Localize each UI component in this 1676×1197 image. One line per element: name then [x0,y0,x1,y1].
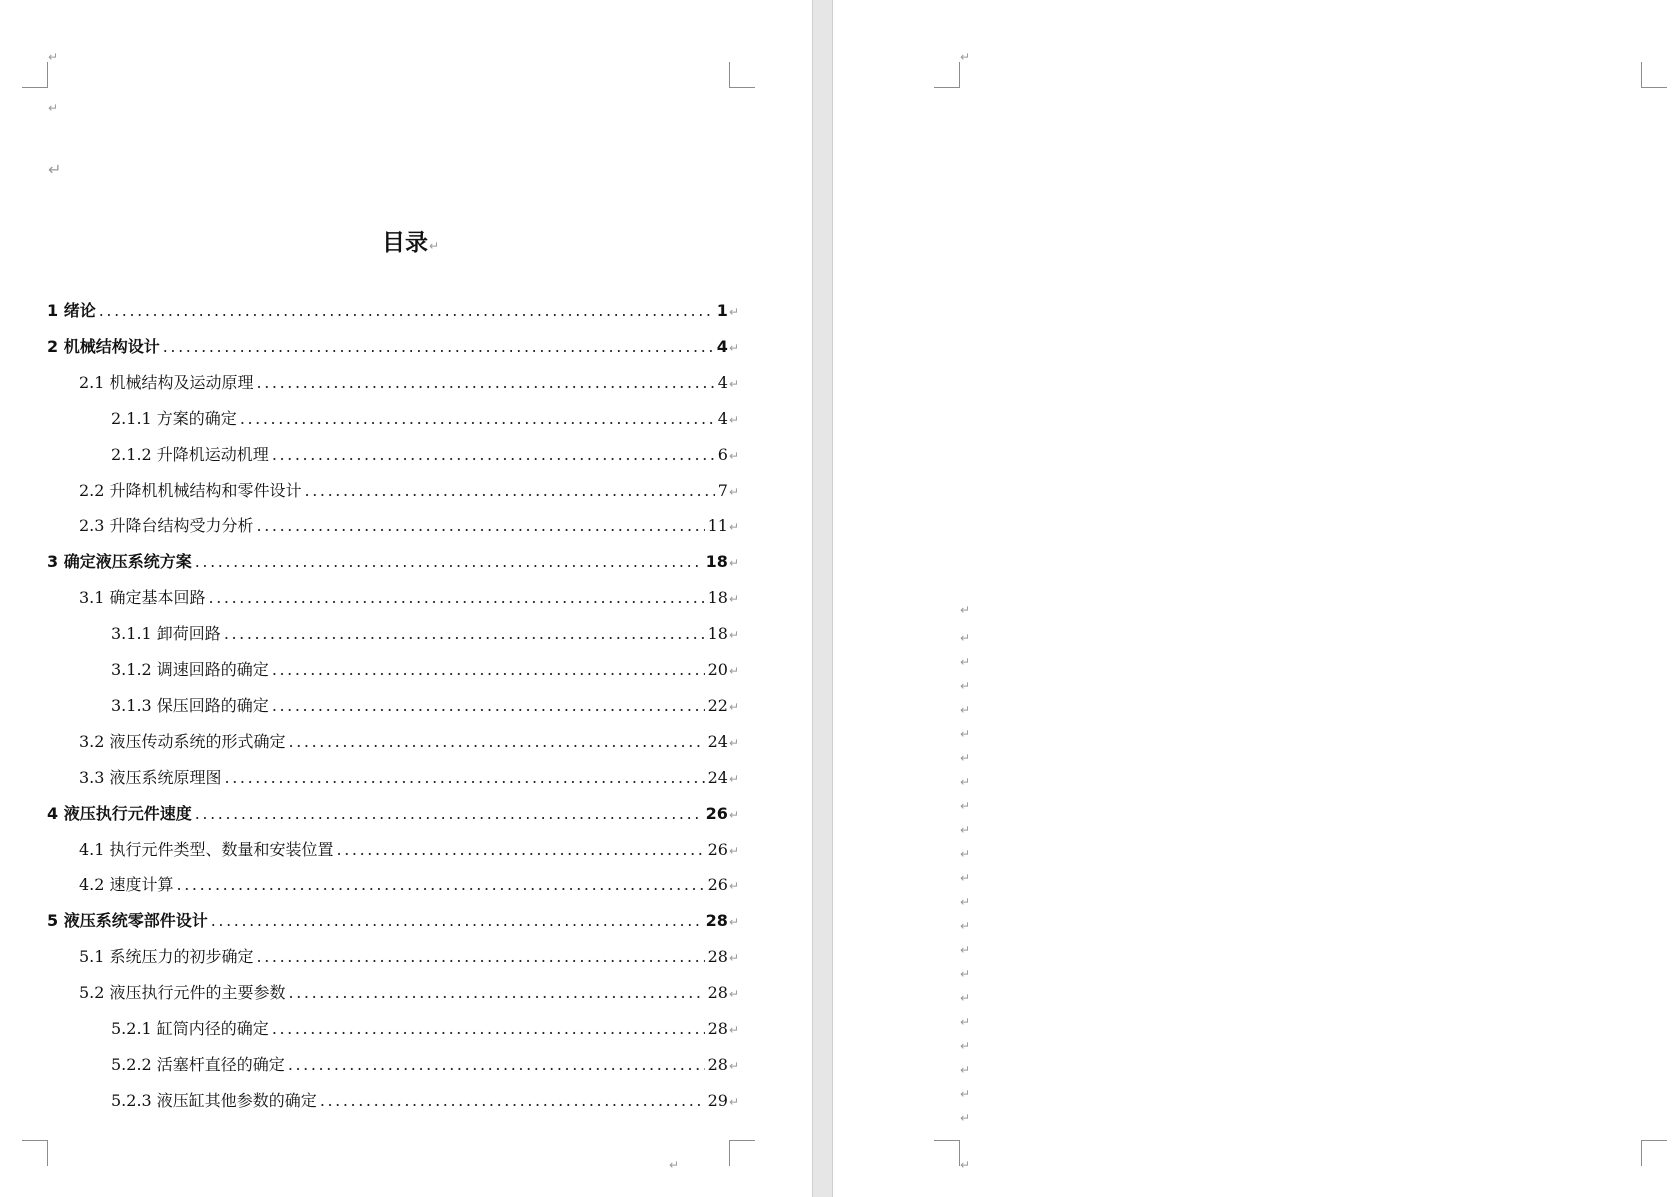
paragraph-mark: ↵ [728,305,739,319]
paragraph-mark: ↵ [960,847,971,861]
toc-entry-title: 2 机械结构设计 [47,336,160,356]
toc-dot-leader [289,732,705,752]
toc-dot-leader [224,624,705,644]
toc-dot-leader [257,947,705,967]
toc-dot-leader [209,588,705,608]
toc-entry-page-number: 24 [707,731,728,751]
toc-entry-title: 2.1.2 升降机运动机理 [111,444,269,464]
toc-entry-page-number: 28 [707,1054,728,1074]
paragraph-mark: ↵ [960,895,971,909]
paragraph-mark: ↵ [728,628,739,643]
toc-entry[interactable] [79,373,739,393]
toc-entry[interactable] [47,337,739,357]
toc-entry-page-number: 7 [717,480,728,500]
paragraph-mark: ↵ [960,703,971,717]
toc-entry-page-number: 28 [707,947,728,967]
paragraph-mark: ↵ [728,520,739,535]
paragraph-mark: ↵ [728,699,739,714]
paragraph-mark: ↵ [960,775,971,789]
toc-entry-title: 3 确定液压系统方案 [47,552,192,572]
toc-entry[interactable] [79,768,739,788]
paragraph-mark: ↵ [960,631,971,645]
toc-entry[interactable] [111,1091,739,1111]
paragraph-mark: ↵ [960,751,971,765]
paragraph-mark: ↵ [728,735,739,750]
paragraph-mark: ↵ [960,679,971,693]
paragraph-mark: ↵ [728,1058,739,1073]
paragraph-mark: ↵ [960,50,971,64]
toc-entry[interactable] [79,516,739,536]
paragraph-mark: ↵ [728,879,739,894]
paragraph-mark: ↵ [728,1094,739,1109]
toc-dot-leader [272,696,705,716]
toc-dot-leader [99,301,714,321]
toc-entry-title: 5.1 系统压力的初步确定 [79,947,254,967]
toc-entry-title: 3.2 液压传动系统的形式确定 [79,731,286,751]
toc-entry[interactable] [79,947,739,967]
paragraph-mark: ↵ [48,50,59,64]
toc-dot-leader [272,660,705,680]
paragraph-mark: ↵ [960,1158,971,1172]
margin-corner-top-right [729,62,755,88]
toc-entry-title: 2.2 升降机机械结构和零件设计 [79,480,302,500]
paragraph-mark: ↵ [960,943,971,957]
toc-entry-page-number: 26 [707,839,728,859]
toc-entry[interactable] [79,875,739,895]
toc-entry-title: 3.1.2 调速回路的确定 [111,660,269,679]
page-gap [812,0,833,1197]
toc-entry-page-number: 11 [707,516,728,536]
paragraph-mark: ↵ [48,160,62,179]
toc-entry-title: 5.2.2 活塞杆直径的确定 [111,1054,285,1074]
toc-entry[interactable] [47,552,739,572]
margin-corner-top-left [22,62,48,88]
toc-dot-leader [195,552,703,572]
toc-entry-title: 3.1 确定基本回路 [79,588,206,608]
toc-entry-title: 4 液压执行元件速度 [47,803,192,823]
paragraph-mark: ↵ [960,871,971,885]
paragraph-mark: ↵ [960,1039,971,1053]
toc-entry[interactable] [79,588,739,608]
toc-entry[interactable] [79,481,739,501]
paragraph-mark: ↵ [728,807,739,822]
paragraph-mark: ↵ [48,101,59,115]
toc-dot-leader [337,840,705,860]
paragraph-mark: ↵ [960,967,971,981]
toc-entry-page-number: 1 [716,301,728,320]
toc-dot-leader [225,768,705,788]
paragraph-mark: ↵ [960,1015,971,1029]
toc-title-text: 目录 [382,230,428,256]
paragraph-mark: ↵ [960,655,971,669]
margin-corner-bottom-right [1641,1140,1667,1166]
toc-entry-page-number: 6 [717,444,728,464]
paragraph-mark: ↵ [728,915,739,930]
toc-entry[interactable] [47,301,739,321]
toc-entry-title: 3.1.1 卸荷回路 [111,624,221,644]
toc-entry[interactable] [111,624,739,644]
toc-dot-leader [272,1019,705,1039]
toc-entry-page-number: 28 [705,911,728,931]
toc-entry-page-number: 4 [716,336,728,356]
toc-entry-page-number: 18 [707,624,728,644]
paragraph-mark: ↵ [960,919,971,933]
toc-entry[interactable] [79,983,739,1003]
toc-dot-leader [257,373,715,393]
toc-entry[interactable] [111,409,739,429]
toc-entry-page-number: 28 [707,983,728,1003]
toc-entry-page-number: 26 [705,803,728,823]
toc-dot-leader [288,1055,705,1075]
paragraph-mark: ↵ [960,603,971,617]
toc-entry-page-number: 20 [707,660,728,679]
paragraph-mark: ↵ [960,1087,971,1101]
toc-entry-title: 4.1 执行元件类型、数量和安装位置 [79,839,334,859]
toc-entry-page-number: 18 [705,552,728,572]
toc-entry-page-number: 29 [707,1090,728,1110]
toc-entry-title: 5.2.1 缸筒内径的确定 [111,1019,269,1038]
paragraph-mark: ↵ [728,592,739,607]
toc-dot-leader [257,516,705,536]
toc-entry-title: 2.3 升降台结构受力分析 [79,516,254,536]
toc-title [382,228,439,261]
document-page-left [0,0,812,1197]
margin-corner-bottom-right [729,1140,755,1166]
toc-entry-page-number: 22 [707,695,728,715]
toc-dot-leader [177,875,705,895]
toc-entry[interactable] [47,804,739,824]
toc-dot-leader [320,1091,705,1111]
toc-entry-page-number: 18 [707,588,728,608]
paragraph-mark: ↵ [728,376,739,391]
toc-entry[interactable] [79,732,739,752]
toc-entry-title: 3.1.3 保压回路的确定 [111,695,269,715]
toc-entry[interactable] [111,660,739,680]
toc-entry[interactable] [79,840,739,860]
toc-entry[interactable] [111,1055,739,1075]
paragraph-mark: ↵ [728,412,739,427]
paragraph-mark: ↵ [960,1063,971,1077]
toc-entry-title: 3.3 液压系统原理图 [79,767,222,787]
paragraph-mark: ↵ [429,239,440,253]
toc-dot-leader [211,911,703,931]
margin-corner-top-left [934,62,960,88]
document-page-right [833,0,1676,1197]
toc-entry[interactable] [111,1019,739,1039]
toc-entry[interactable] [111,445,739,465]
paragraph-mark: ↵ [728,340,739,355]
toc-entry-title: 2.1 机械结构及运动原理 [79,372,254,392]
toc-entry-title: 1 绪论 [47,301,96,320]
toc-entry-title: 5.2.3 液压缸其他参数的确定 [111,1090,317,1110]
toc-dot-leader [272,445,715,465]
toc-entry-title: 5 液压系统零部件设计 [47,911,208,931]
toc-entry-page-number: 4 [717,408,728,428]
paragraph-mark: ↵ [960,799,971,813]
paragraph-mark: ↵ [728,951,739,966]
toc-dot-leader [195,804,703,824]
toc-entry-title: 2.1.1 方案的确定 [111,408,237,428]
toc-entry-page-number: 24 [707,767,728,787]
paragraph-mark: ↵ [728,1023,739,1037]
margin-corner-top-right [1641,62,1667,88]
paragraph-mark: ↵ [728,987,739,1002]
toc-dot-leader [289,983,705,1003]
paragraph-mark: ↵ [960,727,971,741]
margin-corner-bottom-left [934,1140,960,1166]
toc-entry-page-number: 28 [707,1019,728,1038]
toc-dot-leader [163,337,714,357]
toc-dot-leader [305,481,715,501]
paragraph-mark: ↵ [728,664,739,678]
toc-entry-page-number: 4 [717,372,728,392]
toc-entry-title: 4.2 速度计算 [79,875,174,895]
paragraph-mark: ↵ [728,484,739,499]
toc-entry-page-number: 26 [707,875,728,895]
paragraph-mark: ↵ [960,1111,971,1125]
paragraph-mark: ↵ [728,771,739,786]
margin-corner-bottom-left [22,1140,48,1166]
paragraph-mark: ↵ [728,843,739,858]
toc-entry[interactable] [47,911,739,931]
paragraph-mark: ↵ [960,823,971,837]
paragraph-mark: ↵ [960,991,971,1005]
toc-entry-title: 5.2 液压执行元件的主要参数 [79,983,286,1003]
paragraph-mark: ↵ [728,448,739,463]
toc-dot-leader [240,409,715,429]
paragraph-mark: ↵ [669,1158,680,1172]
paragraph-mark: ↵ [728,556,739,571]
toc-entry[interactable] [111,696,739,716]
